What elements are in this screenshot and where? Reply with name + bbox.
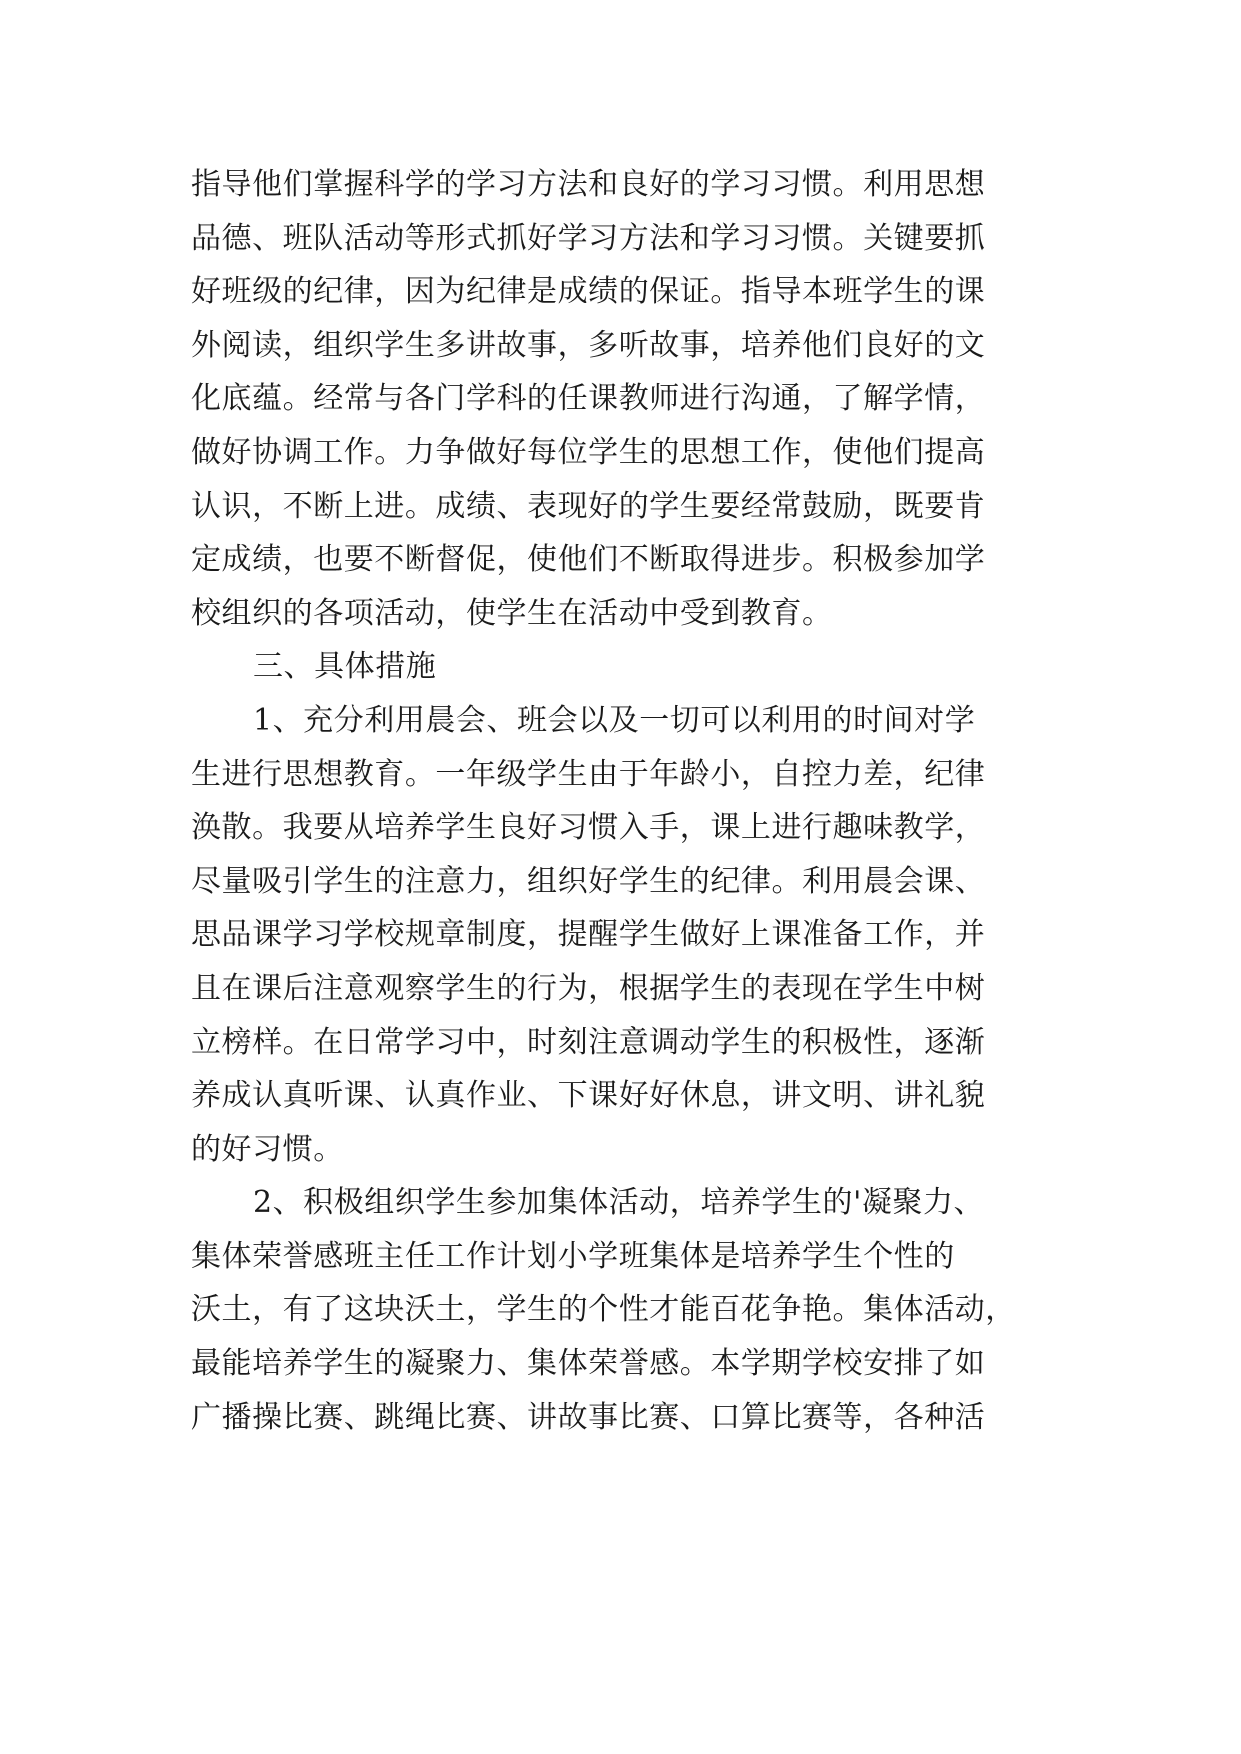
text-line: 集体荣誉感班主任工作计划小学班集体是培养学生个性的 (191, 1238, 955, 1274)
text-line: 最能培养学生的凝聚力、集体荣誉感。本学期学校安排了如 (191, 1346, 986, 1382)
text-line: 生进行思想教育。一年级学生由于年龄小，自控力差，纪律 (191, 756, 986, 792)
text-line: 的好习惯。 (191, 1131, 344, 1167)
text-line: 养成认真听课、认真作业、下课好好休息，讲文明、讲礼貌 (191, 1078, 986, 1114)
paragraph-start-line: 三、具体措施 (253, 649, 437, 685)
text-line: 化底蕴。经常与各门学科的任课教师进行沟通，了解学情， (191, 381, 986, 417)
text-line: 广播操比赛、跳绳比赛、讲故事比赛、口算比赛等，各种活 (191, 1399, 986, 1435)
text-line: 品德、班队活动等形式抓好学习方法和学习习惯。关键要抓 (191, 220, 986, 256)
text-line: 且在课后注意观察学生的行为，根据学生的表现在学生中树 (191, 970, 986, 1006)
text-line: 涣散。我要从培养学生良好习惯入手，课上进行趣味教学， (191, 810, 986, 846)
text-line: 思品课学习学校规章制度，提醒学生做好上课准备工作，并 (191, 917, 986, 953)
text-line: 做好协调工作。力争做好每位学生的思想工作，使他们提高 (191, 434, 986, 470)
text-line: 认识，不断上进。成绩、表现好的学生要经常鼓励，既要肯 (191, 488, 986, 524)
text-line: 校组织的各项活动，使学生在活动中受到教育。 (191, 595, 833, 631)
body-text (191, 158, 1053, 1444)
text-line: 尽量吸引学生的注意力，组织好学生的纪律。利用晨会课、 (191, 863, 986, 899)
text-line: 外阅读，组织学生多讲故事，多听故事，培养他们良好的文 (191, 327, 986, 363)
text-line: 好班级的纪律，因为纪律是成绩的保证。指导本班学生的课 (191, 274, 986, 310)
paragraph-start-line: 2、积极组织学生参加集体活动，培养学生的'凝聚力、 (253, 1185, 985, 1221)
text-line: 指导他们掌握科学的学习方法和良好的学习习惯。利用思想 (191, 167, 986, 202)
text-line: 立榜样。在日常学习中，时刻注意调动学生的积极性，逐渐 (191, 1024, 986, 1060)
paragraph-start-line: 1、充分利用晨会、班会以及一切可以利用的时间对学 (253, 702, 976, 738)
text-line: 定成绩，也要不断督促，使他们不断取得进步。积极参加学 (191, 542, 986, 578)
text-line: 沃土，有了这块沃土，学生的个性才能百花争艳。集体活动， (191, 1292, 1016, 1328)
